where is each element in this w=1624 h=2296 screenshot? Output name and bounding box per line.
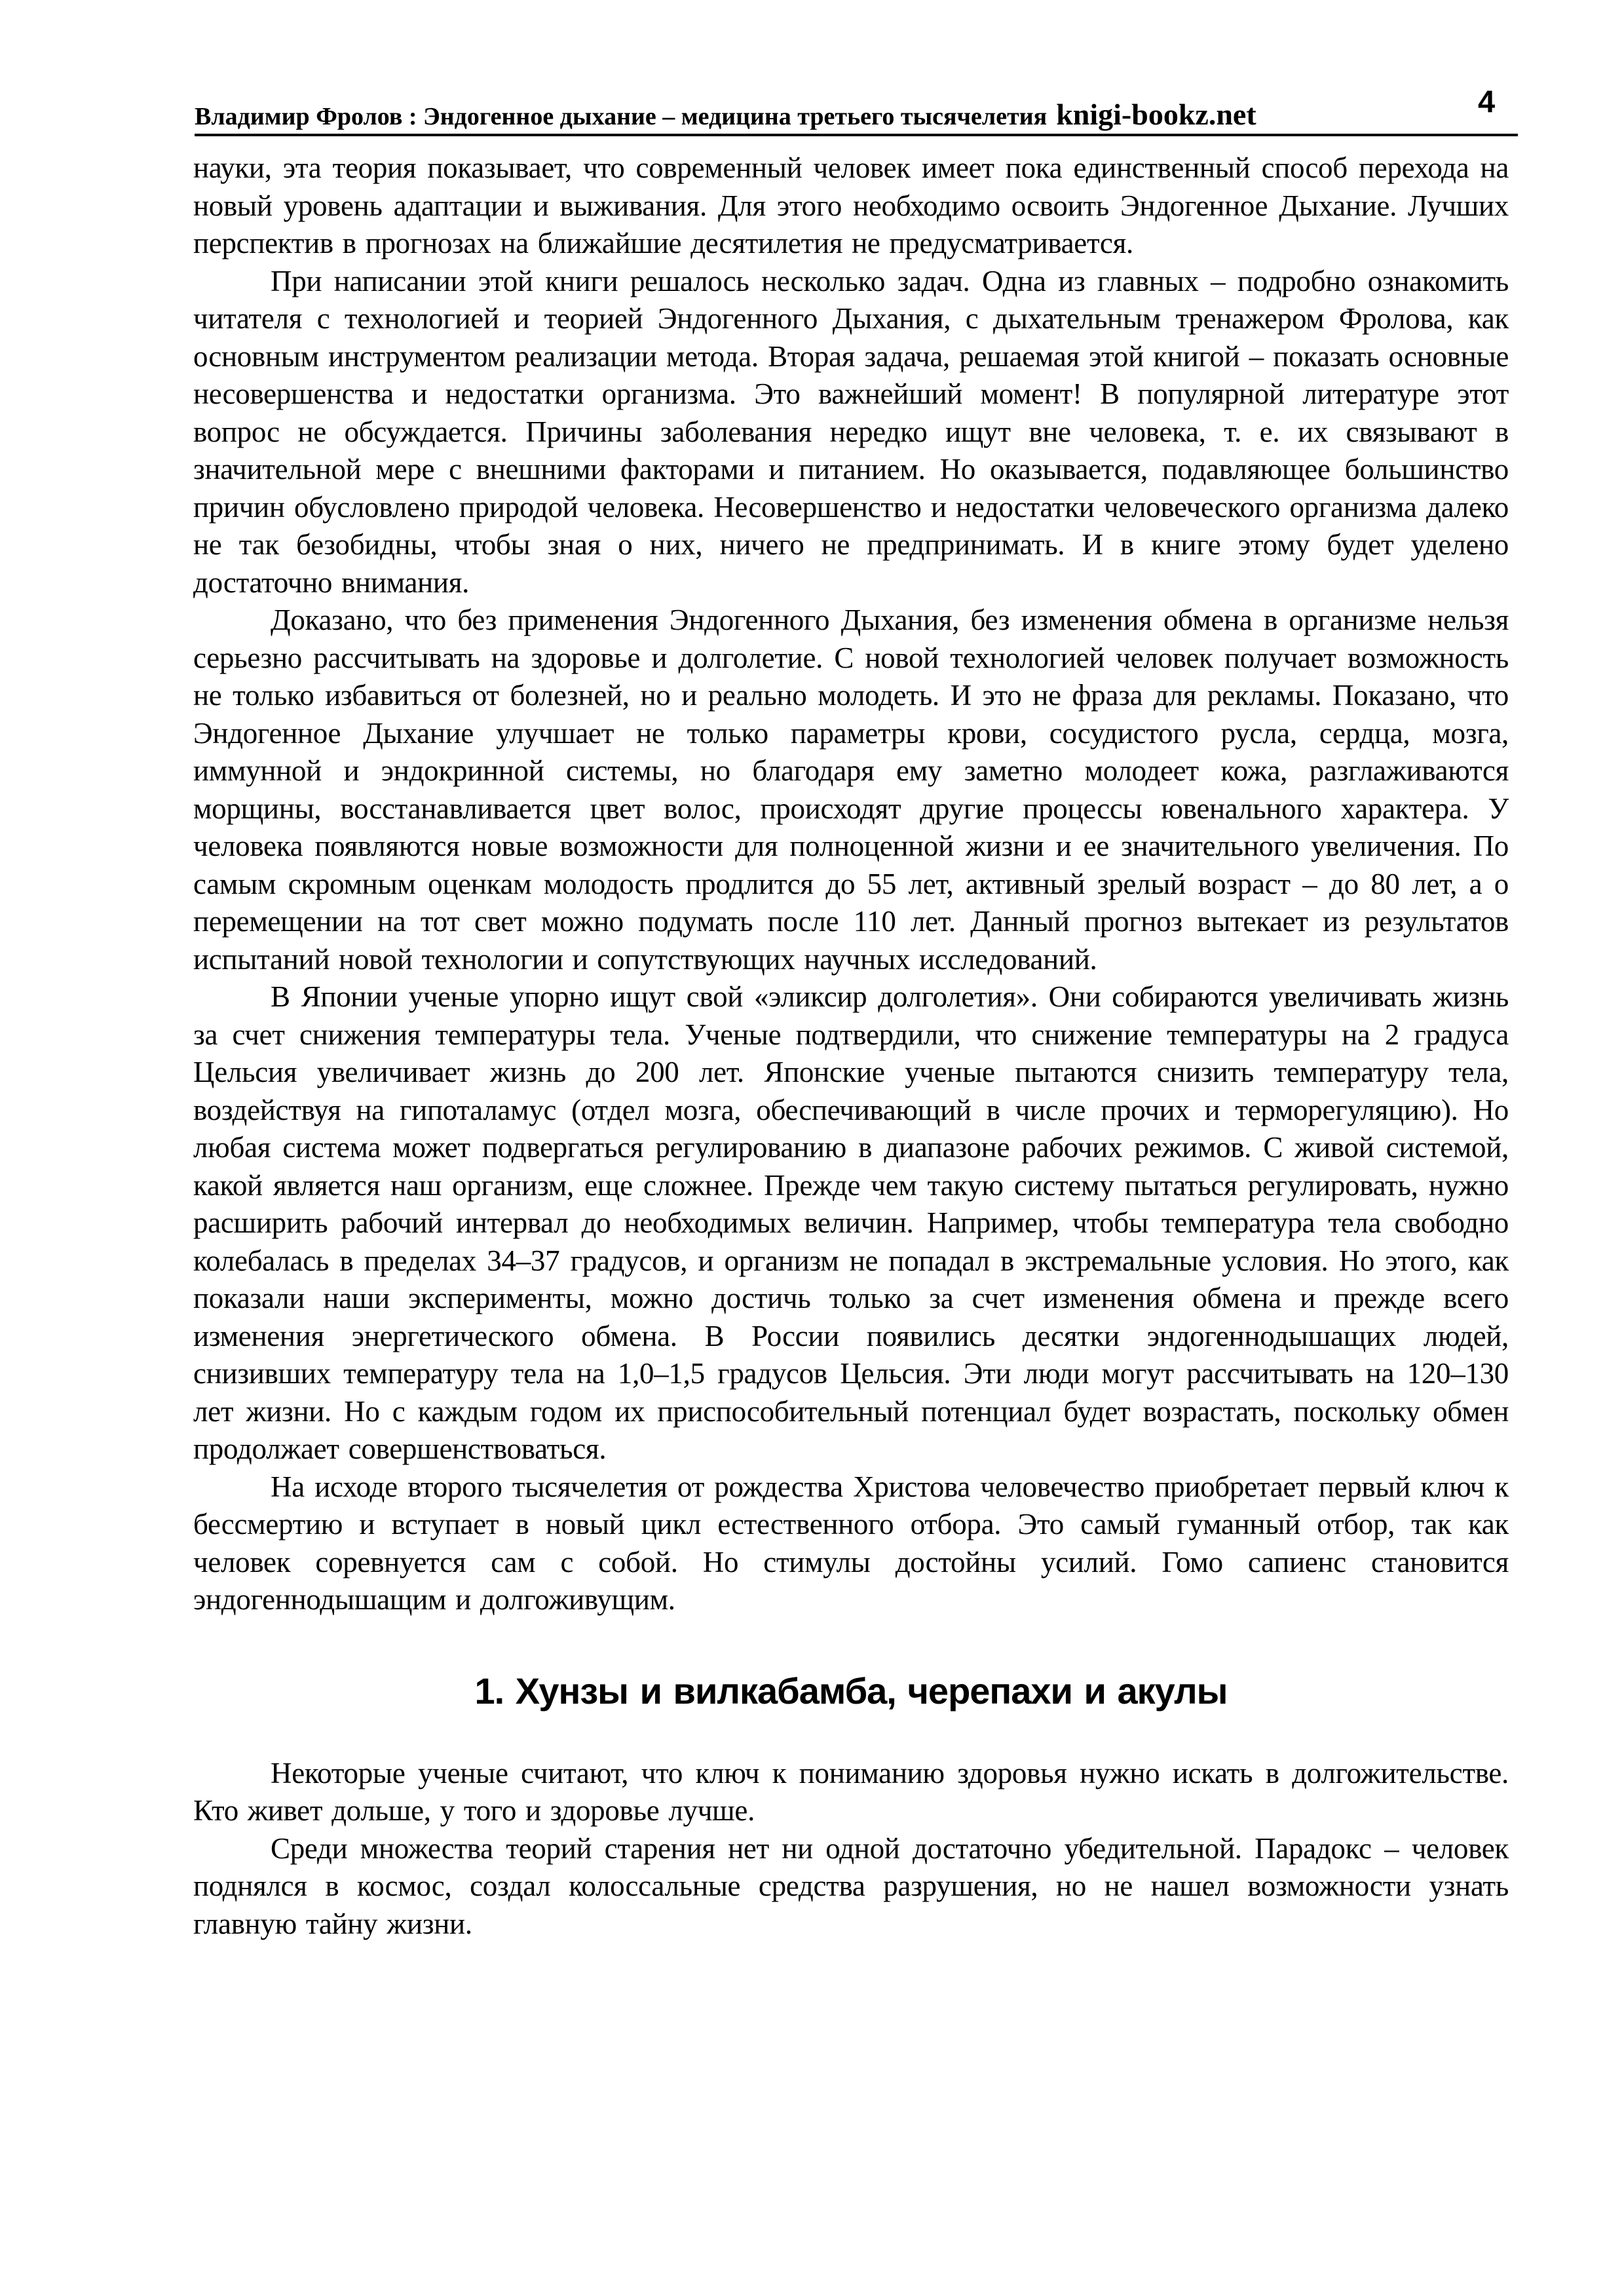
- page-number: 4: [1478, 84, 1496, 119]
- paragraph: Среди множества теорий старения нет ни одной достаточно убедительной. Парадокс – человек поднялся в космос, создал колоссальные средства разрушения, но не нашел возможности узнать главную тайну жизни.: [193, 1831, 1509, 1940]
- paragraph: При написании этой книги решалось несколько задач. Одна из главных – подробно ознакомить читателя с технологией и теорией Эндогенного Дыхания, с дыхательным тренажером Фролова, как основным инструментом реализации метода. Вторая задача, решаемая этой книгой – показать основные несовершенства и недостатки организма. Это важнейший момент! В популярной литературе этот вопрос не обсуждается. Причины заболевания нередко ищут вне человека, т. е. их связывают в значительной мере с внешними факторами и питанием. Но оказывается, подавляющее большинство причин обусловлено природой человека. Несовершенство и недостатки человеческого организма далеко не так безобидны, чтобы зная о них, ничего не предпринимать. И в книге этому будет уделено достаточно внимания.: [193, 264, 1509, 599]
- paragraph: Доказано, что без применения Эндогенного Дыхания, без изменения обмена в организме нельзя серьезно рассчитывать на здоровье и долголетие. С новой технологией человек получает возможность не только избавиться от болезней, но и реально молодеть. И это не фраза для рекламы. Показано, что Эндогенное Дыхание улучшает не только параметры крови, сосудистого русла, сердца, мозга, иммунной и эндокринной системы, но благодаря ему заметно молодеет кожа, разглаживаются морщины, восстанавливается цвет волос, происходят другие процессы ювенального характера. У человека появляются новые возможности для полноценной жизни и ее значительного увеличения. По самым скромным оценкам молодость продлится до 55 лет, активный зрелый возраст – до 80 лет, а о перемещении на тот свет можно подумать после 110 лет. Данный прогноз вытекает из результатов испытаний новой технологии и сопутствующих научных исследований.: [193, 603, 1509, 976]
- page-body-text: [193, 149, 1509, 1943]
- header-rule: [195, 134, 1518, 136]
- paragraph: Некоторые ученые считают, что ключ к пониманию здоровья нужно искать в долгожительстве. Кто живет дольше, у того и здоровье лучше.: [193, 1756, 1509, 1827]
- site-name: knigi-bookz.net: [1056, 98, 1256, 131]
- paragraph: В Японии ученые упорно ищут свой «эликсир долголетия». Они собираются увеличивать жизнь за счет снижения температуры тела. Ученые подтвердили, что снижение температуры на 2 градуса Цельсия увеличивает жизнь до 200 лет. Японские ученые пытаются снизить температуру тела, воздействуя на гипоталамус (отдел мозга, обеспечивающий в числе прочих и терморегуляцию). Но любая система может подвергаться регулированию в диапазоне рабочих режимов. С живой системой, какой является наш организм, еще сложнее. Прежде чем такую систему пытаться регулировать, нужно расширить рабочий интервал до необходимых величин. Например, чтобы температура тела свободно колебалась в пределах 34–37 градусов, и организм не попадал в экстремальные условия. Но этого, как показали наши эксперименты, можно достичь только за счет изменения обмена и прежде всего изменения энергетического обмена. В России появились десятки эндогеннодышащих людей, снизивших температуру тела на 1,0–1,5 градусов Цельсия. Эти люди могут рассчитывать на 120–130 лет жизни. Но с каждым годом их приспособительный потенциал будет возрастать, поскольку обмен продолжает совершенствоваться.: [193, 980, 1509, 1465]
- running-header: [195, 97, 1498, 132]
- paragraph: науки, эта теория показывает, что современный человек имеет пока единственный способ перехода на новый уровень адаптации и выживания. Для этого необходимо освоить Эндогенное Дыхание. Лучших перспектив в прогнозах на ближайшие десятилетия не предусматривается.: [193, 151, 1509, 259]
- book-title: Владимир Фролов : Эндогенное дыхание – медицина третьего тысячелетия: [195, 103, 1048, 130]
- paragraph: На исходе второго тысячелетия от рождества Христова человечество приобретает первый ключ к бессмертию и вступает в новый цикл естественного отбора. Это самый гуманный отбор, так как человек соревнуется сам с собой. Но стимулы достойны усилий. Гомо сапиенс становится эндогеннодышащим и долгоживущим.: [193, 1470, 1509, 1616]
- section-heading: 1. Хунзы и вилкабамба, черепахи и акулы: [474, 1670, 1228, 1712]
